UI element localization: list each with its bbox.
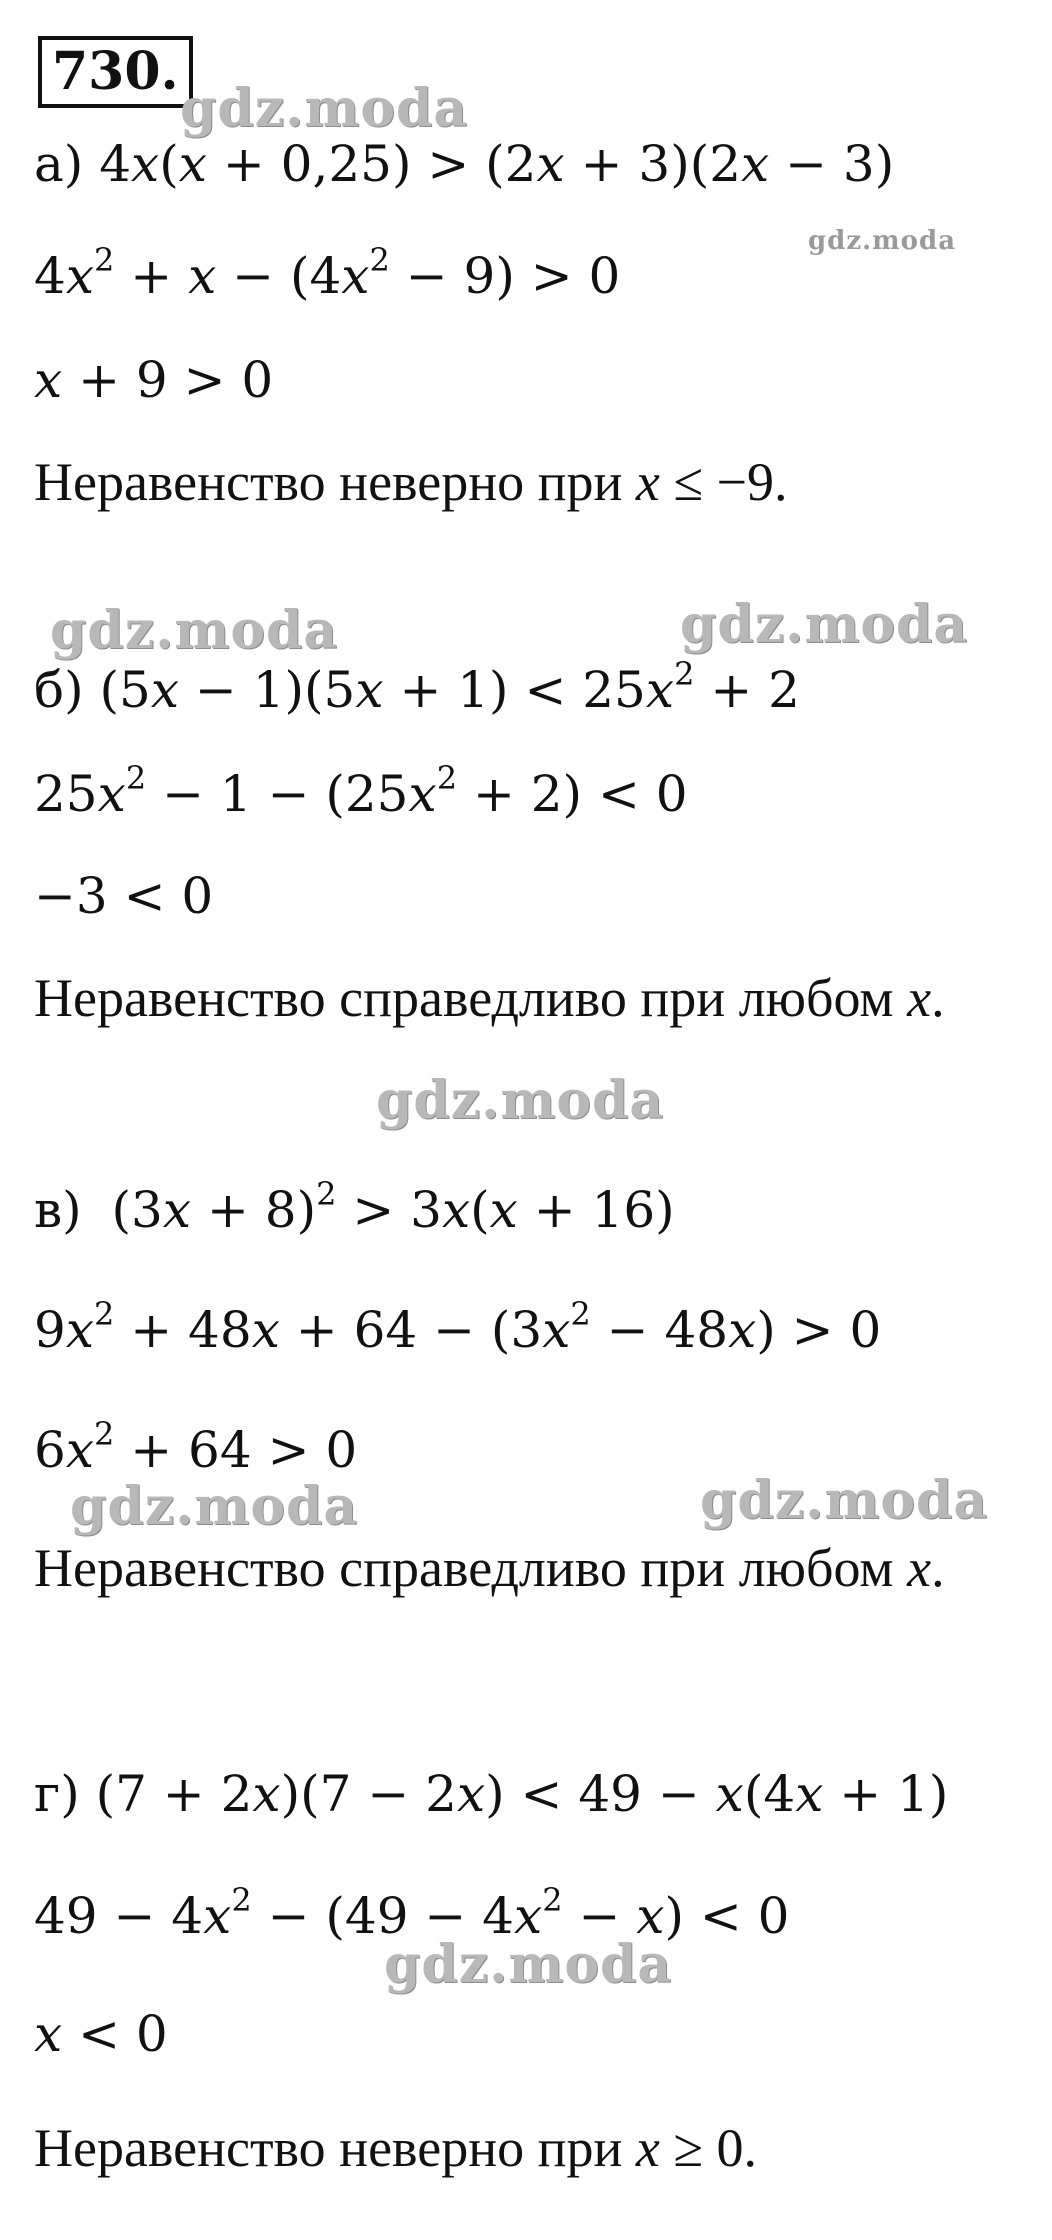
part-a-step-1: $4x^2 + x - (4x^2 - 9) > 0$ bbox=[34, 241, 621, 305]
part-v-conclusion: Неравенство справедливо при любом x. bbox=[34, 1538, 945, 1598]
problem-number: 730. bbox=[38, 36, 193, 108]
part-a-conclusion: Неравенство неверно при x ≤ −9. bbox=[34, 452, 788, 512]
watermark: gdz.moda bbox=[376, 1070, 665, 1131]
part-b-statement: б) $(5x - 1)(5x + 1) < 25x^2 + 2$ bbox=[34, 655, 800, 719]
part-a-label: а) bbox=[34, 135, 84, 193]
part-g-step-2: x < 0 bbox=[34, 2005, 168, 2063]
part-v-step-2: $6x^2 + 64 > 0$ bbox=[34, 1415, 358, 1479]
part-g-conclusion-tail: ≥ 0. bbox=[673, 2118, 757, 2178]
watermark: gdz.moda bbox=[384, 1934, 673, 1995]
part-v-conclusion-tail: . bbox=[931, 1538, 945, 1598]
watermark: gdz.moda bbox=[808, 226, 957, 256]
part-a-conclusion-text: Неравенство неверно при bbox=[34, 452, 623, 512]
part-b-step-2: −3 < 0 bbox=[34, 867, 214, 925]
part-v-conclusion-text: Неравенство справедливо при любом bbox=[34, 1538, 894, 1598]
part-b-conclusion-text: Неравенство справедливо при любом bbox=[34, 968, 894, 1028]
part-g-conclusion-text: Неравенство неверно при bbox=[34, 2118, 623, 2178]
part-g-statement: г) (7 + 2x)(7 − 2x) < 49 − x(4x + 1) bbox=[34, 1765, 949, 1823]
part-a-statement: а) 4x(x + 0,25) > (2x + 3)(2x − 3) bbox=[34, 135, 895, 193]
part-v-step-1: $9x^2 + 48x + 64 - (3x^2 - 48x) > 0$ bbox=[34, 1295, 882, 1359]
watermark: gdz.moda bbox=[70, 1476, 359, 1537]
part-b-conclusion-tail: . bbox=[931, 968, 945, 1028]
part-g-label: г) bbox=[34, 1765, 80, 1823]
part-b-label: б) bbox=[34, 661, 84, 719]
part-v-statement: в) $(3x + 8)^2 > 3x(x + 16)$ bbox=[34, 1175, 675, 1239]
watermark: gdz.moda bbox=[180, 78, 469, 139]
part-b-conclusion: Неравенство справедливо при любом x. bbox=[34, 968, 945, 1028]
part-a-conclusion-tail: ≤ −9. bbox=[673, 452, 788, 512]
part-g-step-1: $49 - 4x^2 - (49 - 4x^2 - x) < 0$ bbox=[34, 1881, 790, 1945]
part-g-conclusion: Неравенство неверно при x ≥ 0. bbox=[34, 2118, 757, 2178]
part-a-step-2: x + 9 > 0 bbox=[34, 351, 274, 409]
part-v-label: в) bbox=[34, 1181, 82, 1239]
watermark: gdz.moda bbox=[50, 600, 339, 661]
watermark: gdz.moda bbox=[680, 594, 969, 655]
part-b-step-1: $25x^2 - 1 - (25x^2 + 2) < 0$ bbox=[34, 759, 688, 823]
watermark: gdz.moda bbox=[700, 1470, 989, 1531]
